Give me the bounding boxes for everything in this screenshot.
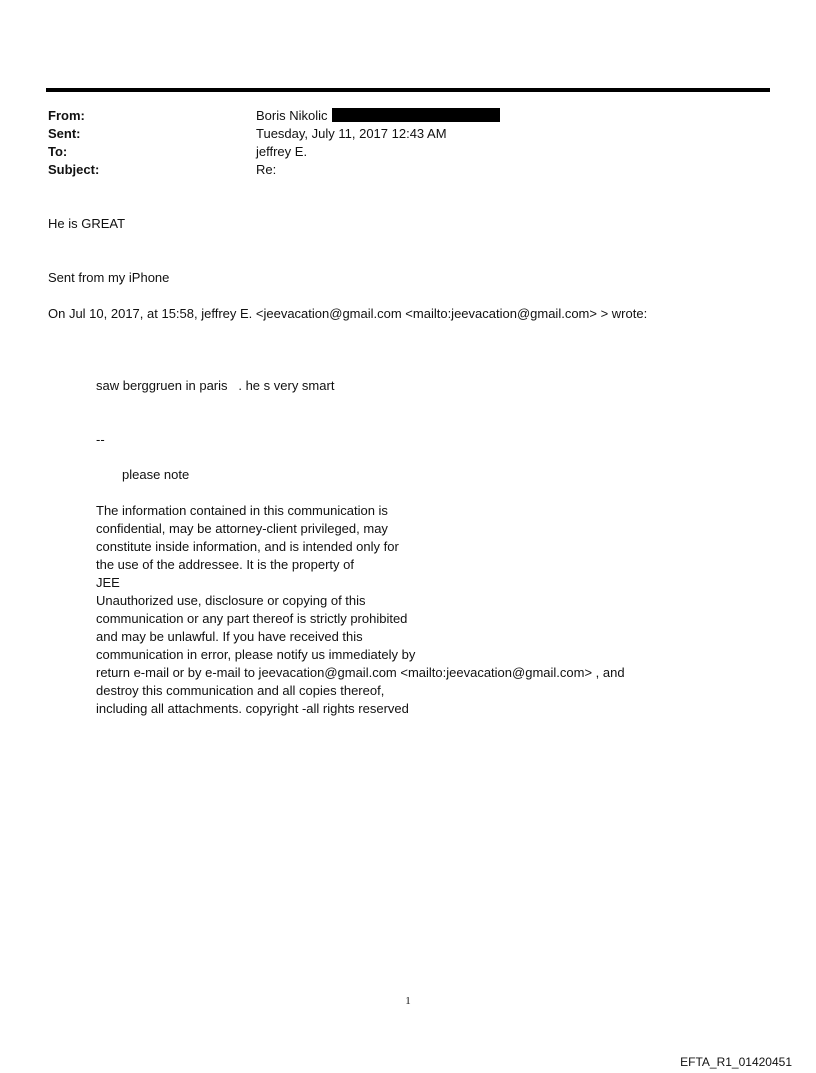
from-label: From: bbox=[48, 108, 85, 123]
signature-text: Sent from my iPhone bbox=[48, 270, 170, 285]
to-label: To: bbox=[48, 144, 68, 159]
to-value: jeffrey E. bbox=[256, 144, 308, 159]
redaction-block bbox=[332, 108, 500, 122]
header-rule bbox=[46, 88, 770, 92]
disclaimer-line: and may be unlawful. If you have received this bbox=[96, 629, 363, 644]
disclaimer-line: return e-mail or by e-mail to jeevacation@gmail.com <mailto:jeevacation@gmail.com> , and bbox=[96, 665, 625, 680]
page-number: 1 bbox=[405, 995, 411, 1007]
disclaimer-line: Unauthorized use, disclosure or copying of this bbox=[96, 593, 366, 608]
disclaimer-line: communication or any part thereof is strictly prohibited bbox=[96, 611, 408, 626]
from-value bbox=[256, 107, 500, 125]
subject-value: Re: bbox=[256, 162, 277, 177]
disclaimer-line: destroy this communication and all copies thereof, bbox=[96, 683, 385, 698]
bates-number: EFTA_R1_01420451 bbox=[680, 1055, 792, 1069]
sent-value: Tuesday, July 11, 2017 12:43 AM bbox=[256, 126, 447, 141]
disclaimer-line: including all attachments. copyright -all rights reserved bbox=[96, 701, 409, 716]
disclaimer-line: The information contained in this communication is bbox=[96, 503, 388, 518]
subject-label: Subject: bbox=[48, 162, 100, 177]
note-heading: please note bbox=[122, 467, 190, 482]
quoted-separator: -- bbox=[96, 432, 105, 447]
quote-intro: On Jul 10, 2017, at 15:58, jeffrey E. <jeevacation@gmail.com <mailto:jeevacation@gmail.com> > wrote: bbox=[48, 306, 648, 321]
disclaimer-line: communication in error, please notify us immediately by bbox=[96, 647, 416, 662]
disclaimer-line: confidential, may be attorney-client privileged, may bbox=[96, 521, 388, 536]
sent-label: Sent: bbox=[48, 126, 81, 141]
quoted-message: saw berggruen in paris . he s very smart bbox=[96, 378, 335, 393]
disclaimer-line: constitute inside information, and is intended only for bbox=[96, 539, 399, 554]
sender-name: Boris Nikolic bbox=[256, 108, 328, 123]
disclaimer-line: JEE bbox=[96, 575, 120, 590]
disclaimer-line: the use of the addressee. It is the property of bbox=[96, 557, 354, 572]
reply-text: He is GREAT bbox=[48, 216, 126, 231]
